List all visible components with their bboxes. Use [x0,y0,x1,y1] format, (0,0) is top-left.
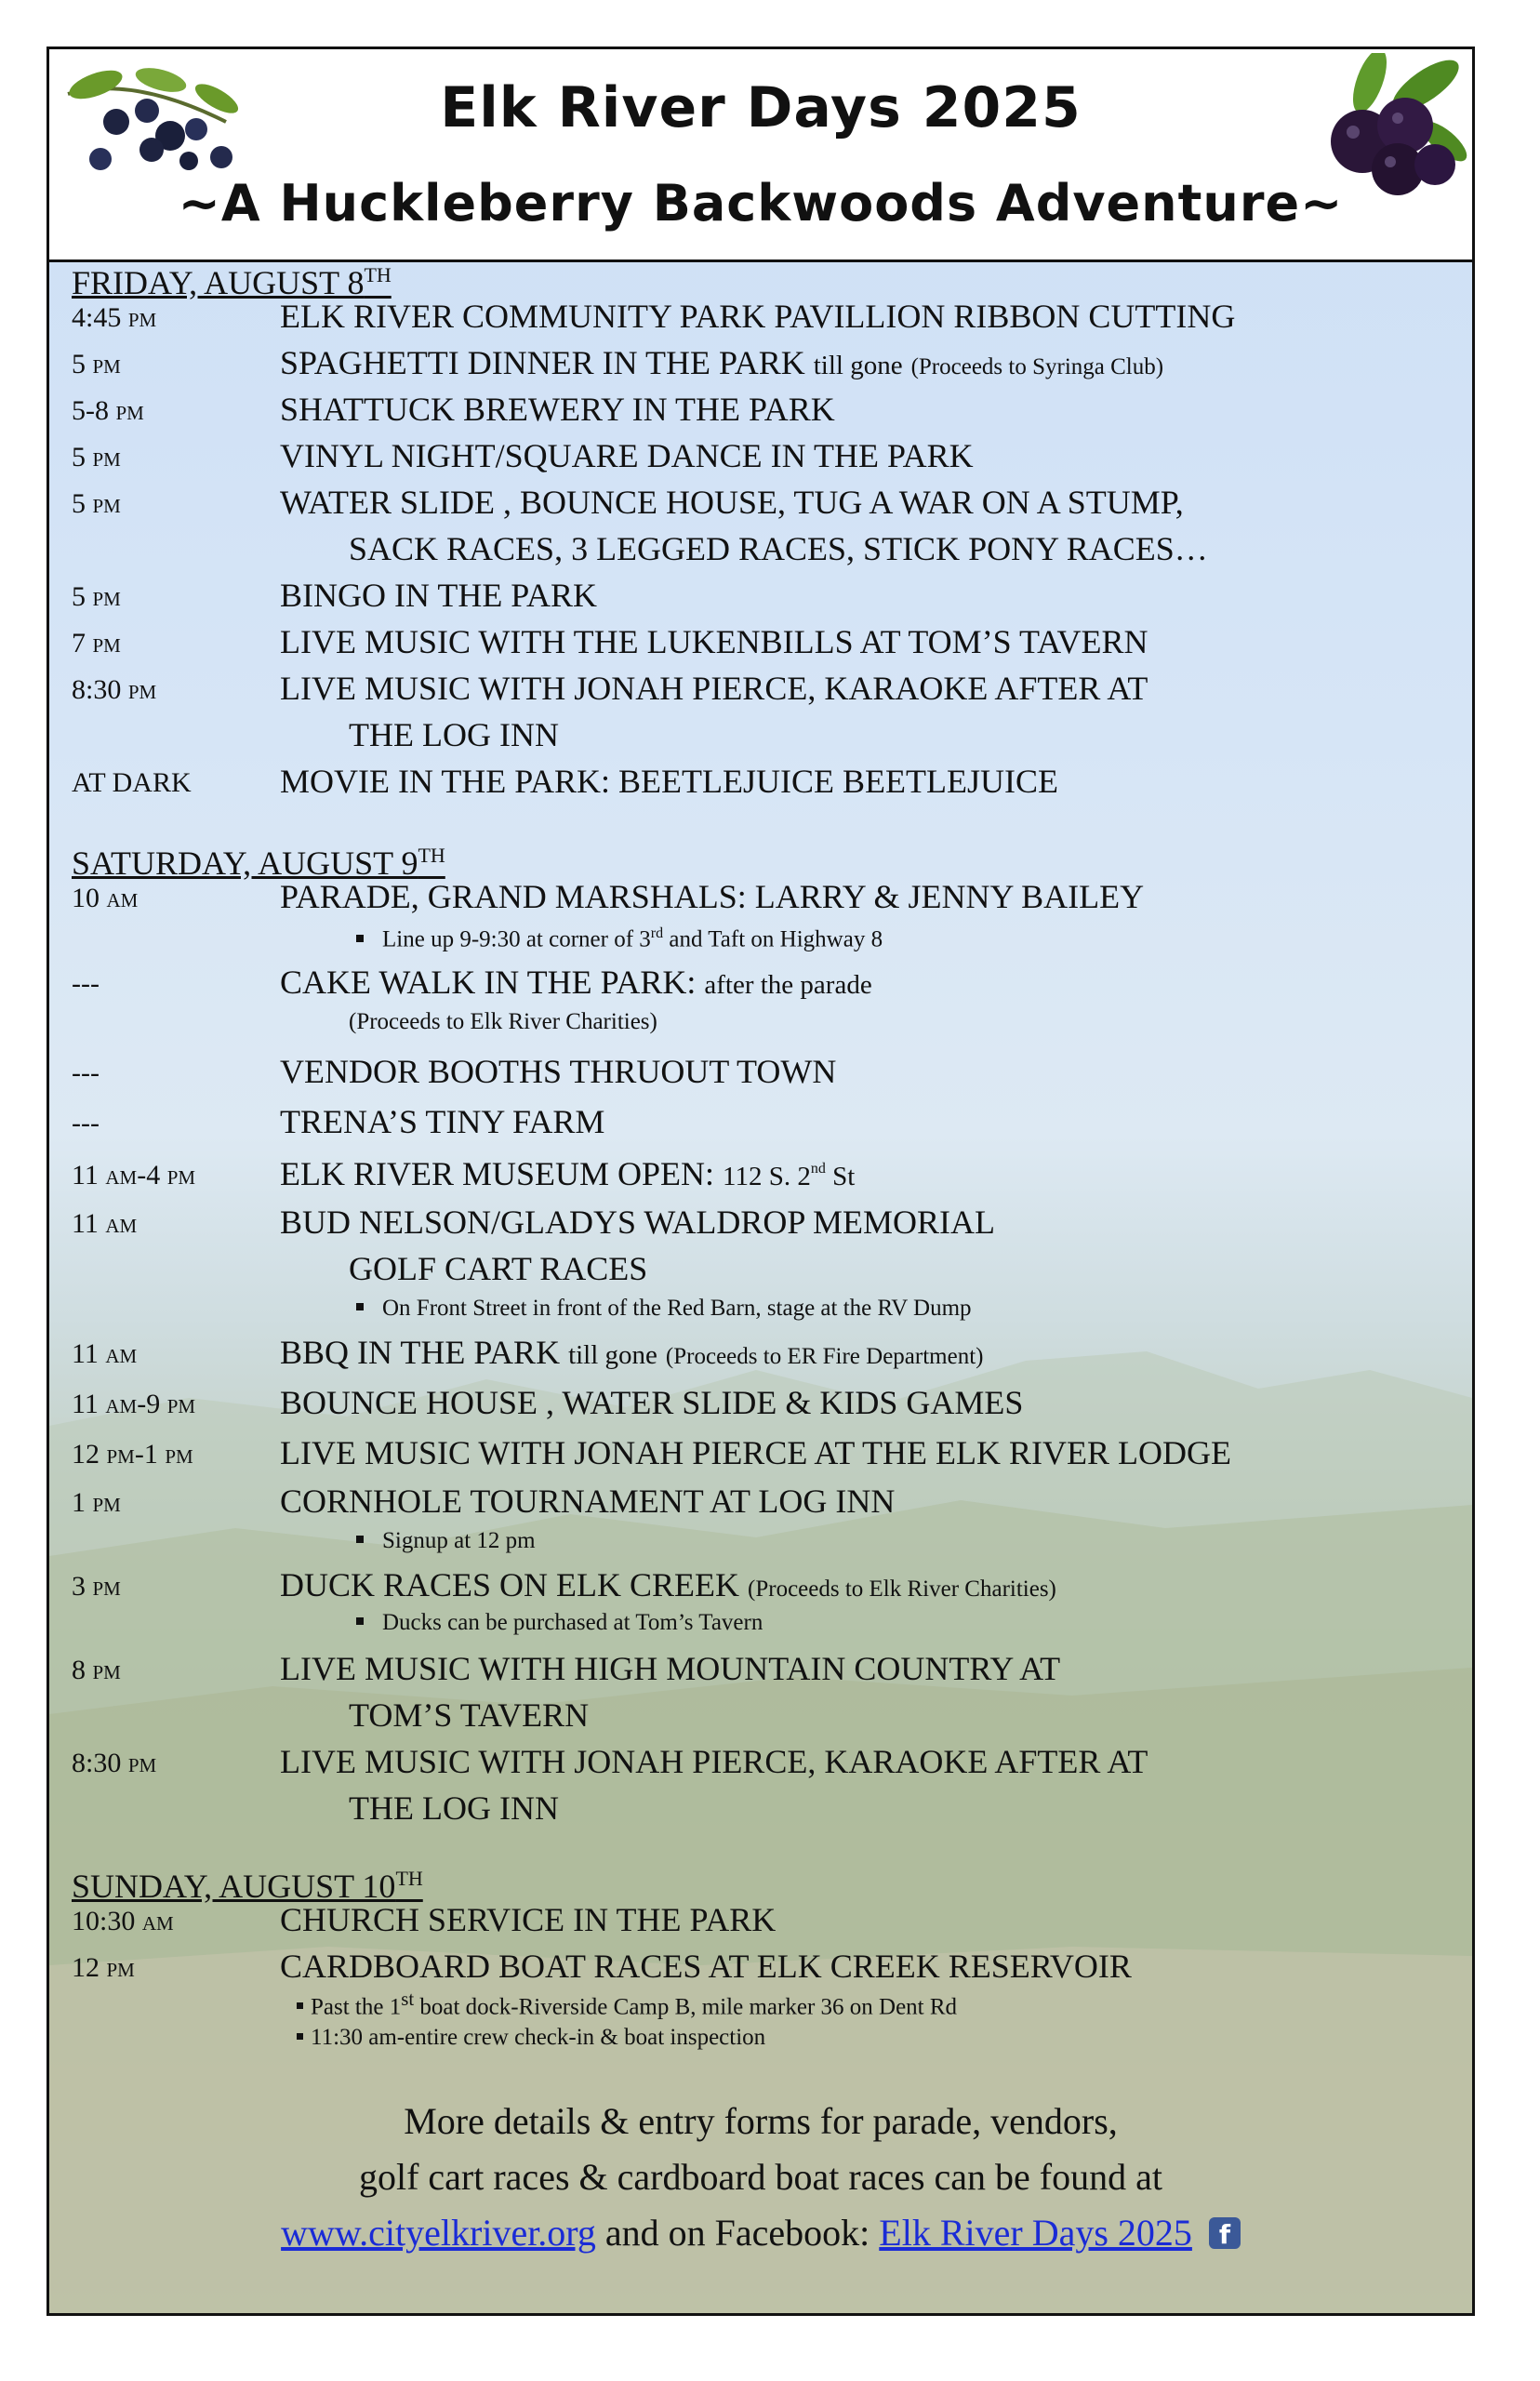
event-time: --- [72,968,100,999]
event-title-continued: TOM’S TAVERN [349,1696,590,1734]
event-note: On Front Street in front of the Red Barn, stage at the RV Dump [356,1296,972,1322]
footer-facebook-text: and on Facebook: [595,2212,880,2254]
event-time: AT DARK [72,767,192,798]
event-note: Line up 9-9:30 at corner of 3rd and Taft on Highway 8 [356,925,883,952]
event-title: LIVE MUSIC WITH HIGH MOUNTAIN COUNTRY AT [280,1650,1061,1687]
event-time: --- [72,1057,100,1088]
event-title: WATER SLIDE , BOUNCE HOUSE, TUG A WAR ON A STUMP, [280,484,1184,521]
event-time: 4:45 pm [72,302,157,333]
event-title: VINYL NIGHT/SQUARE DANCE IN THE PARK [280,437,974,474]
event-time: 3 pm [72,1571,121,1602]
footer-line-1: More details & entry forms for parade, vendors, [404,2100,1118,2142]
event-note: Ducks can be purchased at Tom’s Tavern [356,1610,763,1636]
event-title: BUD NELSON/GLADYS WALDROP MEMORIAL [280,1204,996,1241]
event-subnote: (Proceeds to Elk River Charities) [349,1009,657,1034]
event-title: BBQ IN THE PARK till gone (Proceeds to ER Fire Department) [280,1334,984,1371]
event-title-continued: GOLF CART RACES [349,1250,648,1287]
event-title: TRENA’S TINY FARM [280,1103,605,1140]
flyer-subtitle: ~A Huckleberry Backwoods Adventure~ [178,174,1344,233]
event-title: CHURCH SERVICE IN THE PARK [280,1901,777,1938]
facebook-icon[interactable]: f [1209,2217,1241,2249]
event-note: Past the 1st boat dock-Riverside Camp B, mile marker 36 on Dent Rd [297,1988,957,2020]
event-time: 5 pm [72,488,121,519]
event-time: 5 pm [72,581,121,612]
huckleberry-cluster-icon [1305,53,1472,202]
event-title: SPAGHETTI DINNER IN THE PARK till gone (Proceeds to Syringa Club) [280,344,1164,381]
event-time: 7 pm [72,628,121,658]
facebook-page-link[interactable]: Elk River Days 2025 [879,2212,1192,2254]
event-title: MOVIE IN THE PARK: BEETLEJUICE BEETLEJUICE [280,763,1058,800]
event-title-continued: THE LOG INN [349,716,559,753]
flyer-frame [46,47,1475,2316]
event-time: 11 am-9 pm [72,1389,196,1419]
event-title: SHATTUCK BREWERY IN THE PARK [280,391,835,428]
event-time: 11 am-4 pm [72,1160,196,1190]
event-title: DUCK RACES ON ELK CREEK (Proceeds to Elk River Charities) [280,1566,1056,1603]
event-title: BINGO IN THE PARK [280,577,598,614]
footer-line-2: golf cart races & cardboard boat races can be found at [358,2156,1162,2198]
event-time: 8 pm [72,1655,121,1685]
event-time: 10 am [72,883,139,913]
event-title: LIVE MUSIC WITH JONAH PIERCE AT THE ELK RIVER LODGE [280,1434,1231,1471]
event-time: 8:30 pm [72,674,157,705]
city-website-link[interactable]: www.cityelkriver.org [281,2212,596,2254]
event-title: CORNHOLE TOURNAMENT AT LOG INN [280,1483,896,1520]
event-time: 1 pm [72,1487,121,1518]
day-heading-saturday: SATURDAY, AUGUST 9TH [72,844,445,882]
event-title: ELK RIVER COMMUNITY PARK PAVILLION RIBBON CUTTING [280,298,1236,335]
event-time: 10:30 am [72,1906,174,1936]
footer-line-3 [49,2211,1472,2255]
day-heading-friday: FRIDAY, AUGUST 8TH [72,263,392,301]
event-title-continued: THE LOG INN [349,1789,559,1827]
event-title: PARADE, GRAND MARSHALS: LARRY & JENNY BAILEY [280,878,1145,915]
event-time: 8:30 pm [72,1748,157,1778]
event-time: 5 pm [72,349,121,379]
event-note: 11:30 am-entire crew check-in & boat inspection [297,2025,765,2051]
event-time: 12 pm-1 pm [72,1439,193,1470]
day-heading-sunday: SUNDAY, AUGUST 10TH [72,1867,423,1905]
event-title: VENDOR BOOTHS THRUOUT TOWN [280,1053,837,1090]
flyer-title: Elk River Days 2025 [440,75,1082,140]
event-title-continued: SACK RACES, 3 LEGGED RACES, STICK PONY RACES… [349,530,1208,567]
event-time: 12 pm [72,1952,135,1983]
event-note: Signup at 12 pm [356,1528,536,1554]
event-title: BOUNCE HOUSE , WATER SLIDE & KIDS GAMES [280,1384,1024,1421]
event-title: LIVE MUSIC WITH JONAH PIERCE, KARAOKE AFTER AT [280,670,1148,707]
event-title: CARDBOARD BOAT RACES AT ELK CREEK RESERVOIR [280,1948,1132,1985]
flyer-header [49,49,1472,262]
event-title: ELK RIVER MUSEUM OPEN: 112 S. 2nd St [280,1155,856,1192]
event-title: LIVE MUSIC WITH JONAH PIERCE, KARAOKE AFTER AT [280,1743,1148,1780]
event-time: 11 am [72,1208,138,1239]
event-time: 5 pm [72,442,121,472]
event-title: LIVE MUSIC WITH THE LUKENBILLS AT TOM’S TAVERN [280,623,1148,660]
event-time: 11 am [72,1338,138,1369]
event-title: CAKE WALK IN THE PARK: after the parade [280,964,872,1001]
event-time: --- [72,1108,100,1138]
event-time: 5-8 pm [72,395,144,426]
